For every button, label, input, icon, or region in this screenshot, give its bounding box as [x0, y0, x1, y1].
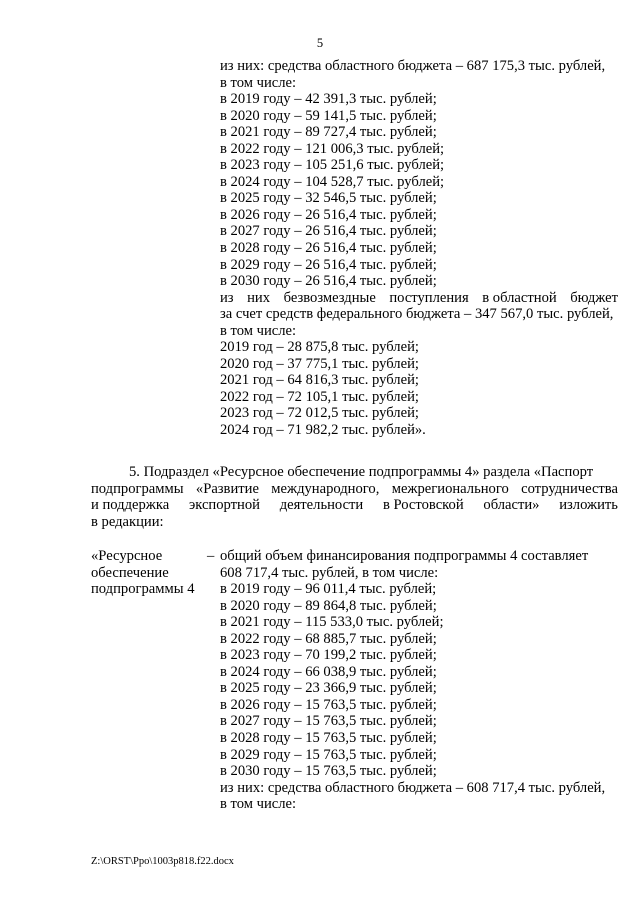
resource-label	[91, 548, 195, 598]
word: деятельности	[279, 497, 364, 514]
year-line: в 2029 году – 26 516,4 тыс. рублей;	[220, 256, 437, 273]
file-path-footer: Z:\ORST\Ppo\1003p818.f22.docx	[91, 856, 234, 867]
resource-year-line: в 2019 году – 96 011,4 тыс. рублей;	[220, 581, 437, 598]
word: и поддержка	[91, 497, 170, 514]
resource-dash: –	[207, 548, 215, 564]
page-number: 5	[316, 36, 324, 50]
word: в Ростовской	[382, 497, 464, 514]
section-5-line-3	[91, 497, 618, 514]
year-line: в 2030 году – 26 516,4 тыс. рублей;	[220, 273, 437, 290]
regional-total-line: из них: средства областного бюджета – 687 175,3 тыс. рублей,	[220, 58, 606, 74]
resource-year-line: в 2030 году – 15 763,5 тыс. рублей;	[220, 763, 437, 780]
federal-year-line: 2021 год – 64 816,3 тыс. рублей;	[220, 372, 419, 389]
year-line: в 2024 году – 104 528,7 тыс. рублей;	[220, 173, 445, 190]
federal-year-line: 2019 год – 28 875,8 тыс. рублей;	[220, 339, 419, 356]
year-line: в 2022 году – 121 006,3 тыс. рублей;	[220, 140, 445, 157]
federal-year-line: 2024 год – 71 982,2 тыс. рублей».	[220, 422, 426, 439]
resource-year-line: в 2026 году – 15 763,5 тыс. рублей;	[220, 696, 437, 713]
resource-including-line: в том числе:	[220, 796, 297, 813]
word: них	[247, 289, 271, 306]
word: в областной	[482, 289, 557, 306]
word: поступления	[389, 289, 469, 306]
section-5-line-1: 5. Подраздел «Ресурсное обеспечение подпрограммы 4» раздела «Паспорт	[129, 464, 594, 480]
word: экспортной	[188, 497, 260, 514]
resource-year-line: в 2022 году – 68 885,7 тыс. рублей;	[220, 630, 437, 647]
word: изложить	[559, 497, 618, 514]
resource-label-line: «Ресурсное	[91, 548, 163, 564]
resource-label-line: подпрограммы 4	[91, 581, 195, 598]
federal-intro-line	[220, 290, 618, 307]
resource-year-line: в 2020 году – 89 864,8 тыс. рублей;	[220, 597, 437, 614]
federal-year-line: 2023 год – 72 012,5 тыс. рублей;	[220, 405, 419, 422]
federal-including-line: в том числе:	[220, 322, 297, 339]
word: «Развитие	[195, 480, 259, 497]
word: сотрудничества	[521, 480, 618, 497]
resource-year-line: в 2023 году – 70 199,2 тыс. рублей;	[220, 647, 437, 664]
year-line: в 2026 году – 26 516,4 тыс. рублей;	[220, 206, 437, 223]
resource-regional-total-line: из них: средства областного бюджета – 608 717,4 тыс. рублей,	[220, 779, 606, 796]
word: подпрограммы	[91, 480, 184, 497]
year-line: в 2023 году – 105 251,6 тыс. рублей;	[220, 157, 445, 174]
section-5-line-2	[91, 481, 618, 498]
year-line: в 2021 году – 89 727,4 тыс. рублей;	[220, 124, 437, 141]
resource-year-line: в 2029 году – 15 763,5 тыс. рублей;	[220, 746, 437, 763]
resource-year-line: в 2025 году – 23 366,9 тыс. рублей;	[220, 680, 437, 697]
resource-total-line-2: 608 717,4 тыс. рублей, в том числе:	[220, 564, 439, 581]
year-line: в 2020 году – 59 141,5 тыс. рублей;	[220, 107, 437, 124]
year-line: в 2027 году – 26 516,4 тыс. рублей;	[220, 223, 437, 240]
resource-values-block	[220, 548, 618, 813]
federal-total-line: за счет средств федерального бюджета – 347 567,0 тыс. рублей,	[220, 306, 614, 323]
year-line: в 2025 году – 32 546,5 тыс. рублей;	[220, 190, 437, 207]
word: международного,	[271, 480, 380, 497]
federal-year-line: 2022 год – 72 105,1 тыс. рублей;	[220, 388, 419, 405]
word: безвозмездные	[283, 289, 376, 306]
year-line: в 2019 году – 42 391,3 тыс. рублей;	[220, 91, 437, 108]
resource-year-line: в 2027 году – 15 763,5 тыс. рублей;	[220, 713, 437, 730]
word: бюджет	[570, 289, 618, 306]
resource-year-line: в 2021 году – 115 533,0 тыс. рублей;	[220, 614, 444, 631]
resource-total-line-1: общий объем финансирования подпрограммы 4 составляет	[220, 548, 589, 564]
word: межрегионального	[391, 480, 509, 497]
resource-year-line: в 2028 году – 15 763,5 тыс. рублей;	[220, 730, 437, 747]
resource-label-line: обеспечение	[91, 564, 169, 581]
federal-year-line: 2020 год – 37 775,1 тыс. рублей;	[220, 355, 419, 372]
word: из	[220, 289, 234, 306]
word: области»	[483, 497, 540, 514]
section-5-line-4: в редакции:	[91, 513, 164, 530]
year-line: в 2028 году – 26 516,4 тыс. рублей;	[220, 240, 437, 257]
regional-budget-block	[220, 58, 618, 439]
section-5-paragraph	[91, 464, 618, 530]
including-line: в том числе:	[220, 74, 297, 91]
resource-year-line: в 2024 году – 66 038,9 тыс. рублей;	[220, 663, 437, 680]
